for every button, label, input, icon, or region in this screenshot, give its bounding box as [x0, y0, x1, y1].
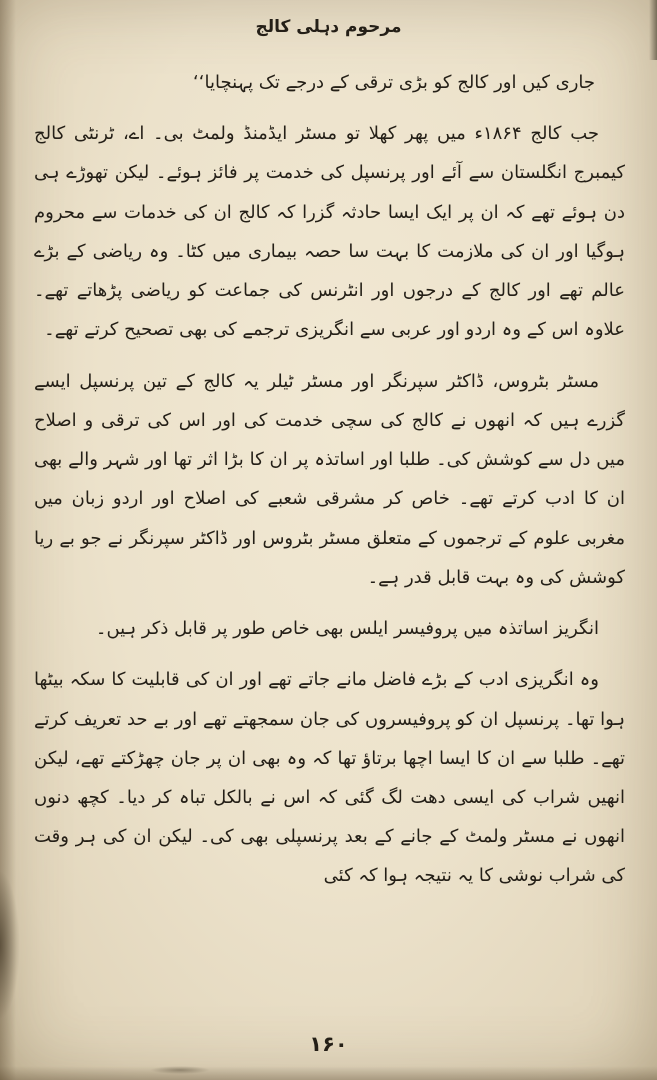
paragraph: وہ انگریزی ادب کے بڑے فاضل مانے جاتے تھے اور ان کی قابلیت کا سکہ بیٹھا ہوا تھا۔ پرنسپل ان کو پروفیسروں کی جان سمجھتے تھے اور بے حد تعریف کرتے تھے۔ طلبا سے ان کا ایسا اچھا برتاؤ تھا کہ وہ بھی ان پر جان چھڑکتے تھے، لیکن انھیں شراب کی ایسی دھت لگ گئی کہ اس نے بالکل تباہ کر دیا۔ کچھ دنوں انھوں نے مسٹر ولمٹ کے جانے کے بعد پرنسپلی بھی کی۔ لیکن ان کی ہر وقت کی شراب نوشی کا یہ نتیجہ ہوا کہ کئی [34, 669, 625, 887]
scan-speck-artifact [150, 1066, 210, 1074]
page-number: ۱۶۰ [309, 1032, 348, 1056]
paragraph-quote-ending: جاری کیں اور کالج کو بڑی ترقی کے درجے تک پہنچایا‘‘ [193, 72, 595, 93]
paragraph: مسٹر بٹروس، ڈاکٹر سپرنگر اور مسٹر ٹیلر یہ کالج کے تین پرنسپل ایسے گزرے ہیں کہ انھوں نے کالج کی سچی خدمت کی اور اس کی ترقی و اصلاح میں دل سے کوشش کی۔ طلبا اور اساتذہ پر ان کا بڑا اثر تھا اور شہر والے بھی ان کا ادب کرتے تھے۔ خاص کر مشرقی شعبے کی اصلاح اور اردو زبان میں مغربی علوم کے ترجموں کے متعلق مسٹر بٹروس اور ڈاکٹر سپرنگر نے جو بے ریا کوشش کی وہ بہت قابل قدر ہے۔ [34, 370, 625, 588]
page-header-title: مرحوم دہلی کالج [255, 17, 402, 37]
page-body [0, 37, 657, 896]
paragraph: انگریز اساتذہ میں پروفیسر ایلس بھی خاص طور پر قابل ذکر ہیں۔ [95, 618, 599, 640]
scan-edge-shadow-bottom [0, 1066, 657, 1080]
paragraph: جب کالج ۱۸۶۴ء میں پھر کھلا تو مسٹر ایڈمنڈ ولمٹ بی۔ اے، ٹرنٹی کالج کیمبرج انگلستان سے آئے اور پرنسپل کی خدمت پر فائز ہوئے۔ لیکن تھوڑے ہی دن ہوئے تھے کہ ان پر ایک ایسا حادثہ گزرا کہ کالج ان کی خدمات سے محروم ہوگیا اور ان کی ملازمت کا بہت سا حصہ بیماری میں کٹا۔ وہ ریاضی کے بڑے عالم تھے اور کالج کے درجوں اور انٹرنس کی جماعت کو ریاضی پڑھاتے تھے۔ علاوہ اس کے وہ اردو اور عربی سے انگریزی ترجمے کی بھی تصحیح کرتے تھے۔ [34, 123, 625, 341]
